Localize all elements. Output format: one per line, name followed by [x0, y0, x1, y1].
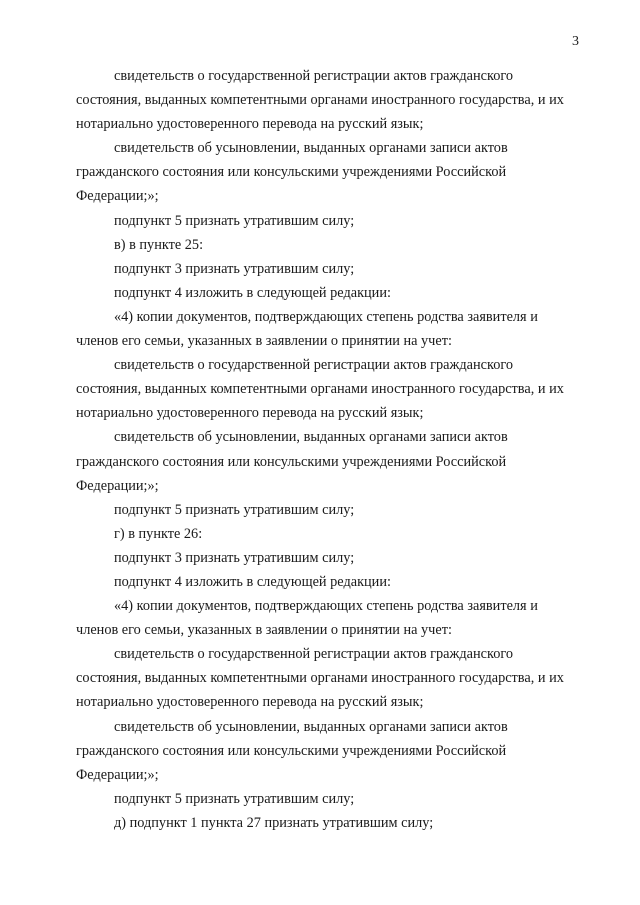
paragraph-18: д) подпункт 1 пункта 27 признать утратившим силу; [114, 814, 434, 831]
paragraph-11: г) в пункте 26: [114, 525, 203, 542]
paragraph-5: подпункт 3 признать утратившим силу; [114, 260, 355, 277]
paragraph-16: свидетельств об усыновлении, выданных органами записи актов гражданского состояния или консульскими учреждениями Российской Федерации;»; [76, 718, 508, 783]
paragraph-1: свидетельств о государственной регистрации актов гражданского состояния, выданных компетентными органами иностранного государства, и их нотариально удостоверенного перевода на русский язык; [76, 68, 564, 133]
paragraph-8: свидетельств о государственной регистрации актов гражданского состояния, выданных компетентными органами иностранного государства, и их нотариально удостоверенного перевода на русский язык; [76, 357, 564, 422]
paragraph-13: подпункт 4 изложить в следующей редакции: [114, 573, 391, 590]
paragraph-6: подпункт 4 изложить в следующей редакции: [114, 284, 391, 301]
page-number: 3 [572, 34, 579, 49]
paragraph-3: подпункт 5 признать утратившим силу; [114, 212, 355, 229]
paragraph-2: свидетельств об усыновлении, выданных органами записи актов гражданского состояния или консульскими учреждениями Российской Федерации;»; [76, 140, 508, 205]
document-body [76, 64, 580, 835]
paragraph-10: подпункт 5 признать утратившим силу; [114, 501, 355, 518]
paragraph-4: в) в пункте 25: [114, 236, 204, 253]
paragraph-12: подпункт 3 признать утратившим силу; [114, 549, 355, 566]
paragraph-9: свидетельств об усыновлении, выданных органами записи актов гражданского состояния или консульскими учреждениями Российской Федерации;»; [76, 429, 508, 494]
paragraph-15: свидетельств о государственной регистрации актов гражданского состояния, выданных компетентными органами иностранного государства, и их нотариально удостоверенного перевода на русский язык; [76, 646, 564, 711]
paragraph-17: подпункт 5 признать утратившим силу; [114, 790, 355, 807]
paragraph-7: «4) копии документов, подтверждающих степень родства заявителя и членов его семьи, указанных в заявлении о принятии на учет: [76, 308, 538, 350]
paragraph-14: «4) копии документов, подтверждающих степень родства заявителя и членов его семьи, указанных в заявлении о принятии на учет: [76, 598, 538, 639]
